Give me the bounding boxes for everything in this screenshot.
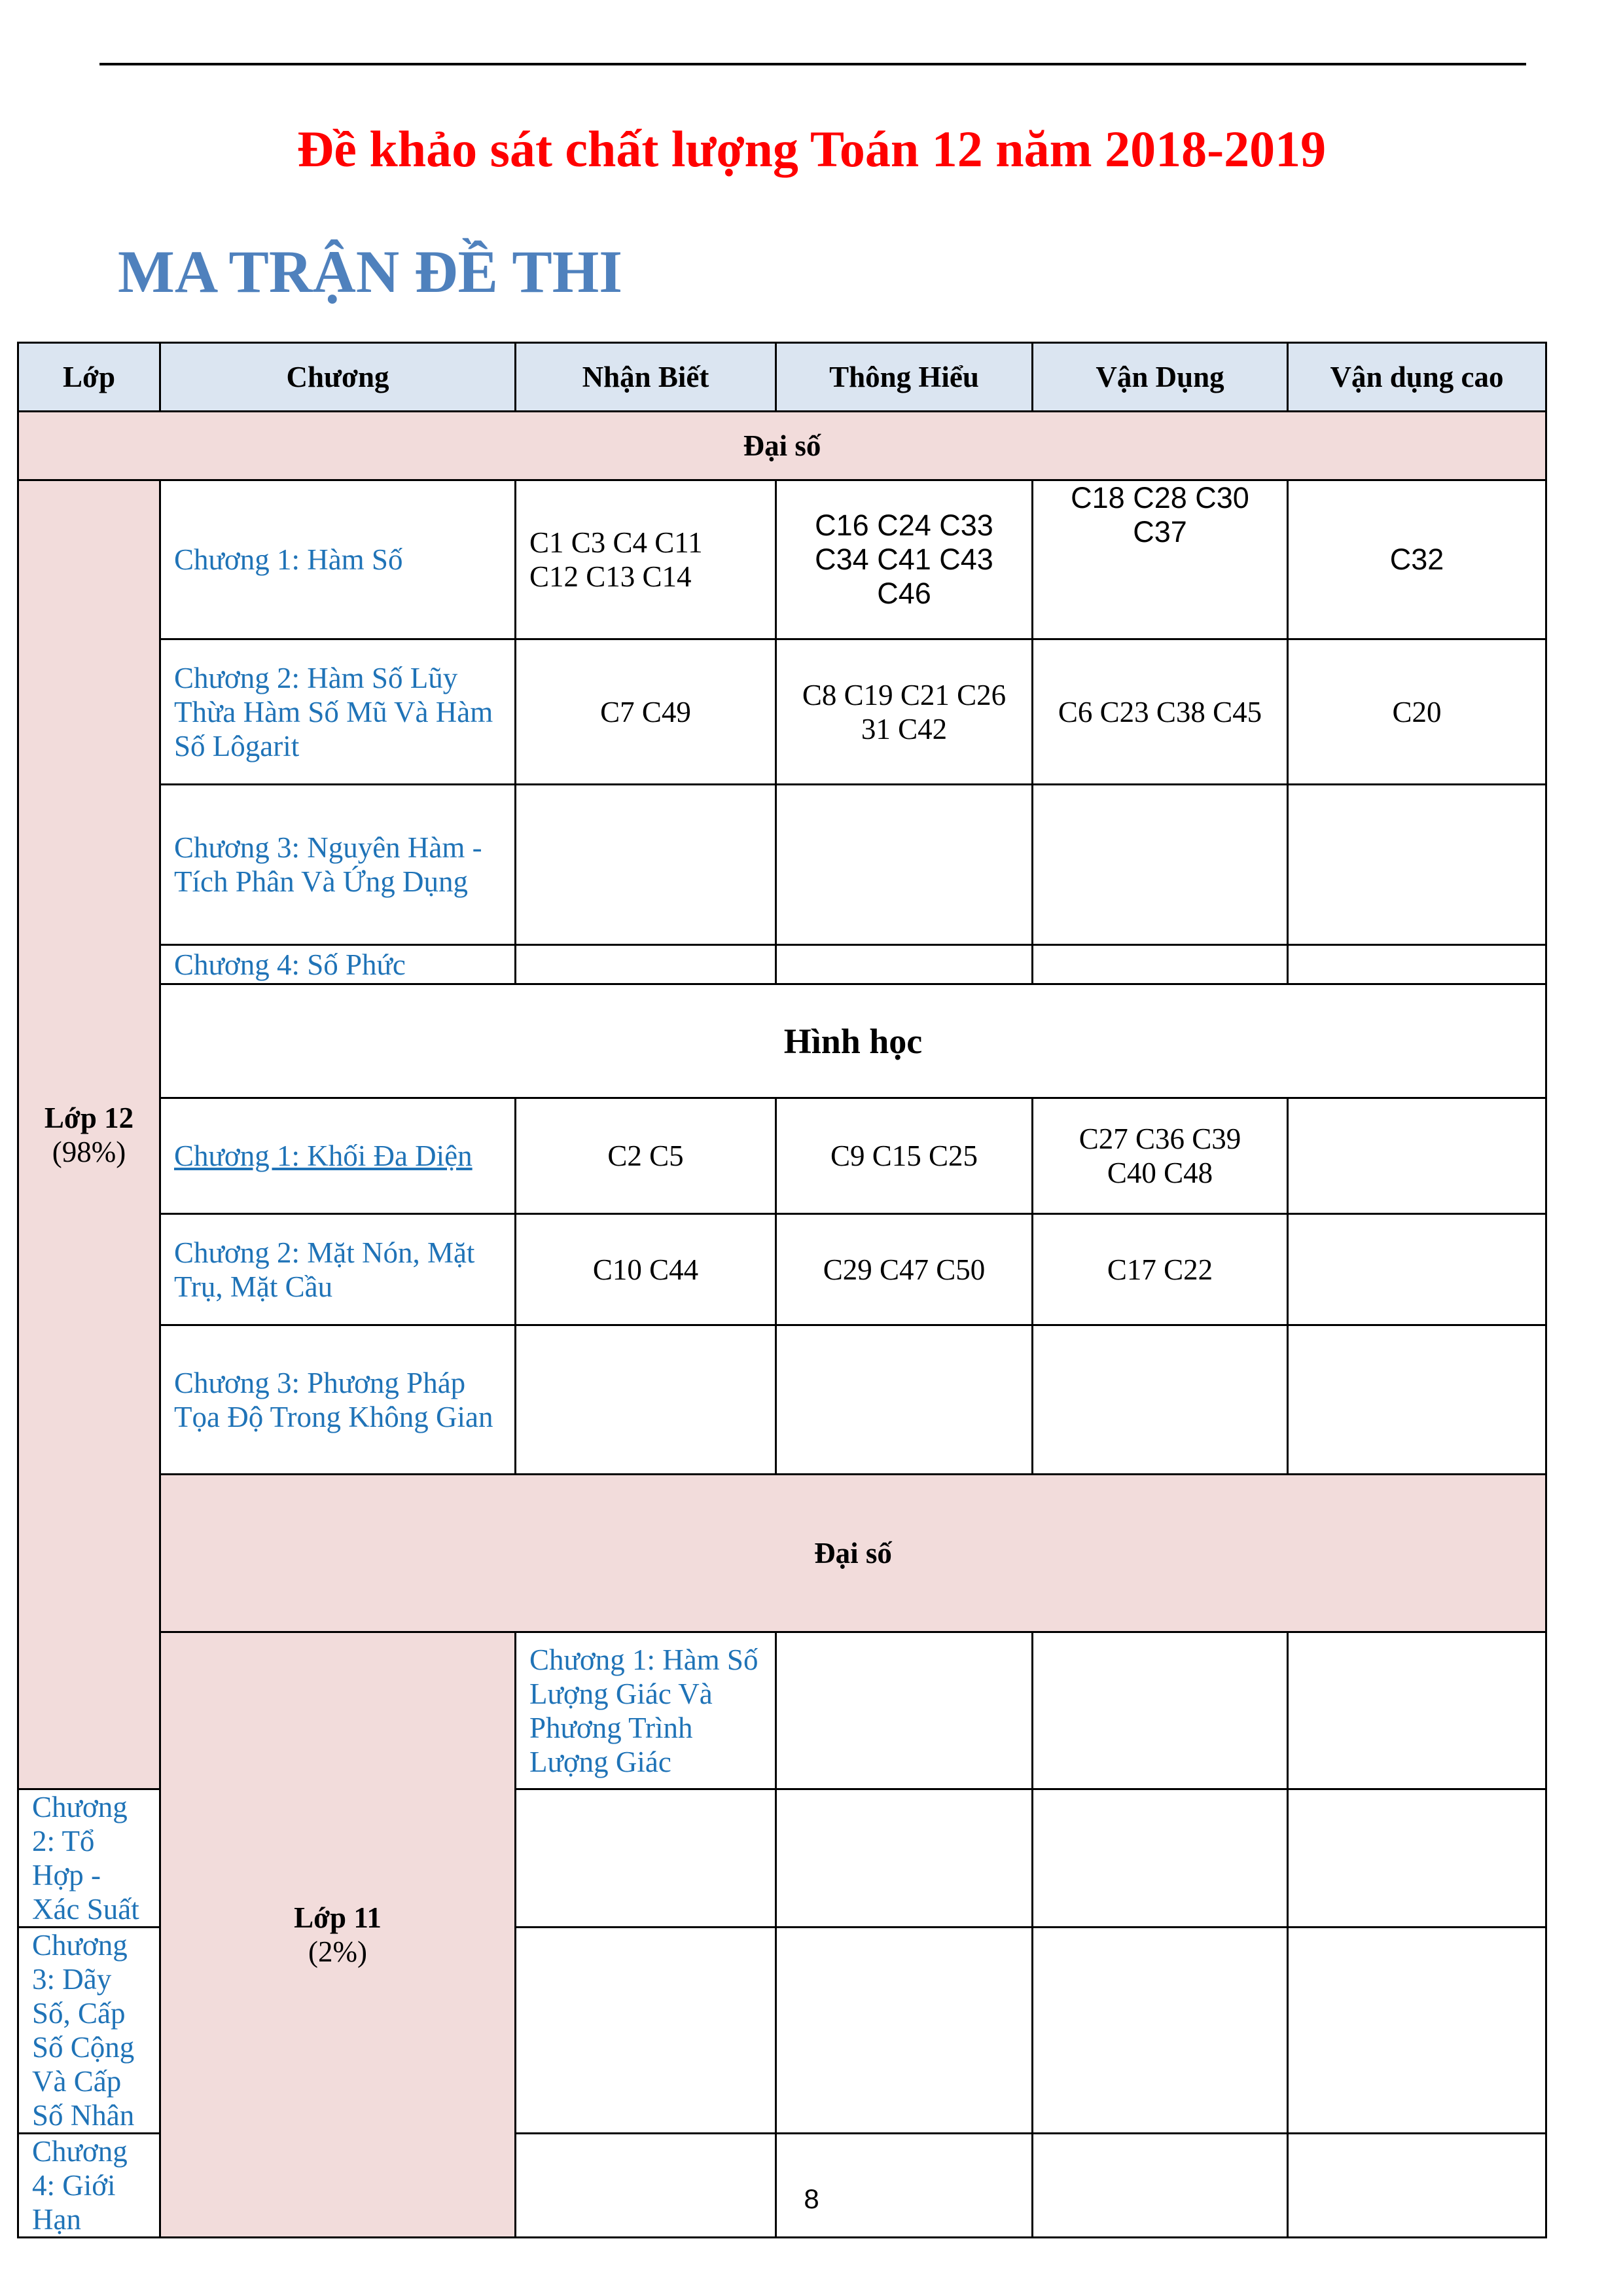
page-number: 8 [804,2183,819,2214]
understanding-cell [1033,1632,1288,1789]
grade-label: Lớp 12 [44,1101,134,1134]
table-row [18,639,1546,785]
recognition-cell [516,480,776,639]
question-list: C32 [1389,543,1444,576]
table-row [18,1214,1546,1325]
question-list: C40 C48 [1107,1157,1213,1189]
section-row-geometry-12 [18,984,1546,1098]
advanced-application-cell [1288,1325,1546,1475]
application-cell [1033,1098,1288,1214]
understanding-cell [776,945,1033,984]
understanding-cell [776,1928,1033,2134]
advanced-application-cell [1288,639,1546,785]
recognition-cell [516,1789,776,1928]
table-row [18,785,1546,945]
application-cell [1033,785,1288,945]
recognition-cell [516,1325,776,1475]
advanced-application-cell [1288,1789,1546,1928]
recognition-cell [516,1214,776,1325]
understanding-cell [776,1325,1033,1475]
grade-cell-12 [18,480,160,1789]
header-understanding: Thông Hiểu [776,343,1033,412]
question-list: C20 [1392,695,1442,728]
understanding-cell [776,1789,1033,1928]
application-cell [1033,1325,1288,1475]
header-advanced-application: Vận dụng cao [1288,343,1546,412]
advanced-application-cell [1288,1928,1546,2134]
table-row [18,945,1546,984]
application-cell [1288,1632,1546,1789]
advanced-application-cell [1288,1214,1546,1325]
understanding-cell [776,1098,1033,1214]
recognition-cell [516,785,776,945]
advanced-application-cell [1288,945,1546,984]
chapter-cell: Chương 2: Tổ Hợp - Xác Suất [18,1789,160,1928]
chapter-cell: Chương 1: Hàm Số Lượng Giác Và Phương Trình Lượng Giác [516,1632,776,1789]
recognition-cell [776,1632,1033,1789]
chapter-cell: Chương 3: Phương Pháp Tọa Độ Trong Không Gian [160,1325,516,1475]
chapter-cell: Chương 4: Số Phức [160,945,516,984]
section-row-algebra-12 [18,412,1546,480]
understanding-cell [776,480,1033,639]
table-row [18,1325,1546,1475]
question-list: C9 C15 C25 [830,1139,978,1172]
understanding-cell [776,639,1033,785]
header-grade: Lớp [18,343,160,412]
chapter-cell: Chương 4: Giới Hạn [18,2134,160,2238]
grade-label: Lớp 11 [294,1901,382,1934]
understanding-cell [776,785,1033,945]
question-list: C16 C24 C33 [815,509,993,542]
question-list: C7 C49 [600,695,691,728]
section-title: Hình học [160,984,1546,1098]
table-row [18,1632,1546,1789]
grade-percent: (2%) [308,1935,367,1968]
question-list: C37 [1133,515,1187,548]
section-title: Đại số [18,412,1546,480]
chapter-cell: Chương 3: Dãy Số, Cấp Số Cộng Và Cấp Số Nhân [18,1928,160,2134]
application-cell [1033,1214,1288,1325]
chapter-cell: Chương 1: Khối Đa Diện [160,1098,516,1214]
question-list: 31 C42 [861,712,948,745]
application-cell [1033,639,1288,785]
table-row [18,1098,1546,1214]
section-title: Đại số [160,1475,1546,1632]
header-recognition: Nhận Biết [516,343,776,412]
recognition-cell [516,639,776,785]
advanced-application-cell [1288,1098,1546,1214]
advanced-application-cell [1288,480,1546,639]
application-cell [1033,480,1288,639]
question-list: C8 C19 C21 C26 [802,678,1007,711]
document-title: Đề khảo sát chất lượng Toán 12 năm 2018-2019 [296,120,1327,177]
chapter-cell: Chương 3: Nguyên Hàm - Tích Phân Và Ứng Dụng [160,785,516,945]
application-cell [1033,945,1288,984]
question-list: C2 C5 [607,1139,684,1172]
question-list: C12 C13 C14 [529,560,692,593]
exam-matrix-table [17,342,1547,2238]
header-application: Vận Dụng [1033,343,1288,412]
header-row [18,343,1546,412]
top-rule [99,63,1526,65]
recognition-cell [516,1928,776,2134]
section-heading: MA TRẬN ĐỀ THI [118,238,623,305]
header-chapter: Chương [160,343,516,412]
section-row-algebra-11 [18,1475,1546,1632]
question-list: C29 C47 C50 [823,1253,986,1286]
question-list: C18 C28 C30 [1071,481,1249,514]
chapter-cell: Chương 2: Mặt Nón, Mặt Trụ, Mặt Cầu [160,1214,516,1325]
grade-percent: (98%) [52,1135,126,1168]
question-list: C1 C3 C4 C11 [529,526,703,559]
understanding-cell [776,1214,1033,1325]
application-cell [1033,1928,1288,2134]
question-list: C27 C36 C39 [1079,1122,1241,1155]
question-list: C10 C44 [592,1253,699,1286]
grade-cell-11 [160,1632,516,2238]
recognition-cell [516,945,776,984]
chapter-cell: Chương 2: Hàm Số Lũy Thừa Hàm Số Mũ Và Hàm Số Lôgarit [160,639,516,785]
question-list: C6 C23 C38 C45 [1058,695,1262,728]
chapter-cell: Chương 1: Hàm Số [160,480,516,639]
question-list: C34 C41 C43 [815,543,993,576]
application-cell [1033,1789,1288,1928]
table-row [18,480,1546,639]
question-list: C17 C22 [1107,1253,1213,1286]
advanced-application-cell [1288,785,1546,945]
question-list: C46 [877,577,931,610]
recognition-cell [516,1098,776,1214]
